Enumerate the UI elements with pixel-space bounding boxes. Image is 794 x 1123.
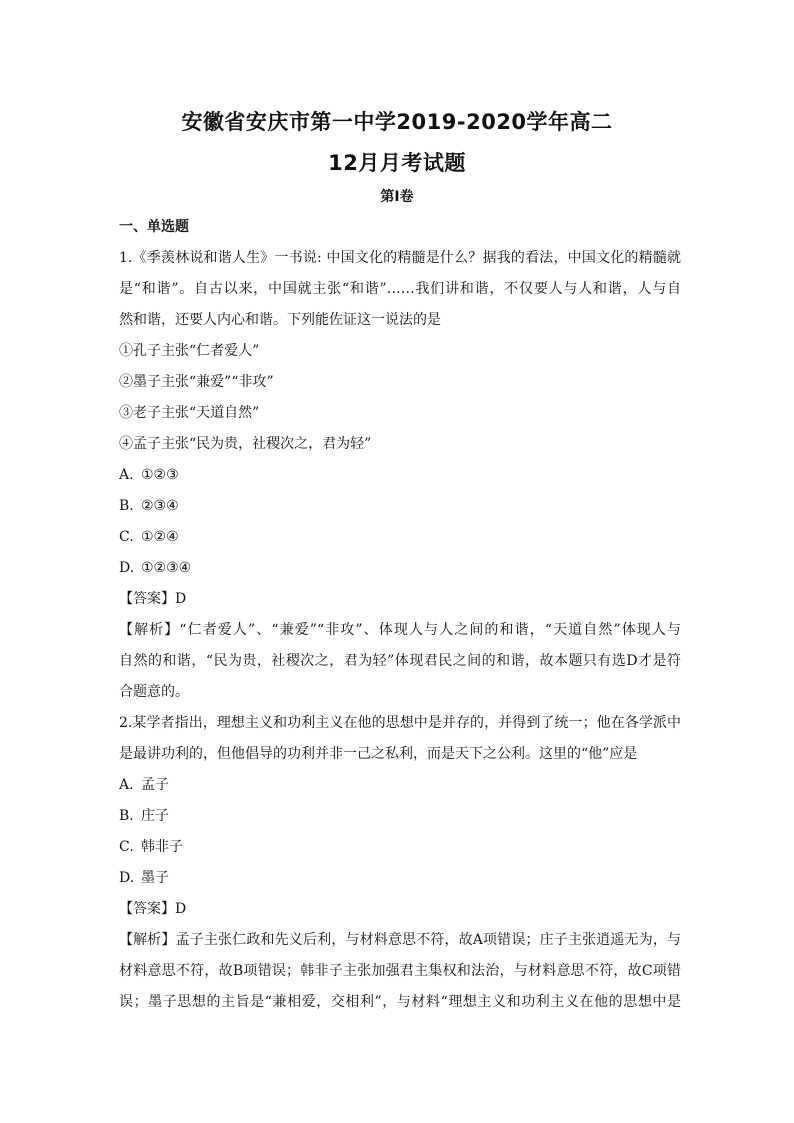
document-body [119,212,681,1018]
q1-item-2: ②墨子主张“兼爱”“非攻” [119,374,274,390]
q2-analysis-line2: 材料意思不符，故B项错误；韩非子主张加强君主集权和法治，与材料意思不符，故C项错 [119,963,681,979]
q1-item-3: ③老子主张“天道自然” [119,405,260,421]
q2-stem-line1: 2.某学者指出，理想主义和功利主义在他的思想中是并存的，并得到了统一；他在各学派中 [119,715,681,731]
q2-answer: 【答案】D [119,901,187,917]
q1-analysis-line1: 【解析】“仁者爱人”、“兼爱”“非攻”、体现人与人之间的和谐，“天道自然”体现人与 [119,622,681,638]
q1-stem-line3: 然和谐，还要人内心和谐。下列能佐证这一说法的是 [119,312,441,328]
q1-analysis-line2: 自然的和谐，“民为贵，社稷次之，君为轻”体现君民之间的和谐，故本题只有选D才是符 [119,653,681,669]
q1-analysis-line3: 合题意的。 [119,684,189,700]
q2-option-c: C. 韩非子 [119,839,183,855]
q1-option-a: A. ①②③ [119,467,179,483]
section-heading: 一、单选题 [119,219,189,235]
volume-label: 第Ⅰ卷 [380,189,414,205]
q1-item-1: ①孔子主张“仁者爱人” [119,343,260,359]
q1-option-c: C. ①②④ [119,529,179,545]
document-title-line1: 安徽省安庆市第一中学2019-2020学年高二 [181,110,613,134]
document-title-line2: 12月月考试题 [328,151,466,175]
q1-stem-line2: 是“和谐”。自古以来，中国就主张“和谐”……我们讲和谐，不仅要人与人和谐，人与自 [119,281,681,297]
q1-stem-line1: 1.《季羡林说和谐人生》一书说: 中国文化的精髓是什么？据我的看法，中国文化的精髓就 [119,250,681,266]
q1-option-d: D. ①②③④ [119,560,192,576]
q2-option-a: A. 孟子 [119,777,169,793]
q1-answer: 【答案】D [119,591,187,607]
q1-item-4: ④孟子主张“民为贵，社稷次之，君为轻” [119,436,372,452]
q2-analysis-line3: 误；墨子思想的主旨是“兼相爱，交相利”，与材料“理想主义和功利主义在他的思想中是 [119,994,681,1010]
q2-analysis-line1: 【解析】孟子主张仁政和先义后利，与材料意思不符，故A项错误；庄子主张逍遥无为，与 [119,932,681,948]
q1-option-b: B. ②③④ [119,498,179,514]
q2-stem-line2: 是最讲功利的，但他倡导的功利并非一己之私利，而是天下之公利。这里的“他”应是 [119,746,638,762]
q2-option-b: B. 庄子 [119,808,169,824]
q2-option-d: D. 墨子 [119,870,169,886]
